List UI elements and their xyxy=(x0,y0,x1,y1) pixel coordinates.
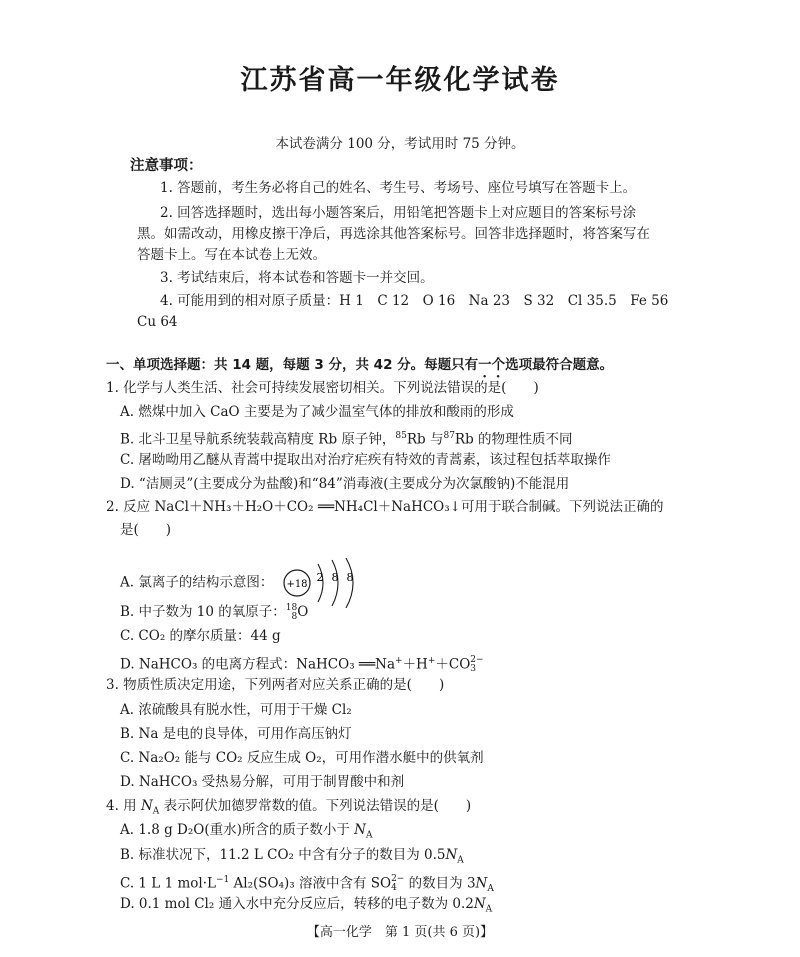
q4-b-na-sub: A xyxy=(457,855,464,866)
q4-b-text: B. 标准状况下，11.2 L CO₂ 中含有分子的数目为 0.5 xyxy=(120,847,446,863)
q4-c-text3: 的数目为 3 xyxy=(404,875,476,892)
q4-b-na: N xyxy=(445,847,458,863)
chloride-ion-structure-diagram xyxy=(280,558,370,608)
q1-b-text1: B. 北斗卫星导航系统装载高精度 Rb 原子钟， xyxy=(120,431,396,448)
q1-b-text2: Rb 与 xyxy=(406,431,444,448)
q2-stem: 2. 反应 NaCl＋NH₃＋H₂O＋CO₂ ══NH₄Cl＋NaHCO₃↓可用于联合制碱。下列说法正确的 xyxy=(106,499,664,515)
q2-option-b xyxy=(120,602,308,622)
q1-option-a: A. 燃煤中加入 CaO 主要是为了减少温室气体的排放和酸雨的形成 xyxy=(120,404,514,420)
q4-option-b xyxy=(120,845,464,871)
q2-d-text3: ＋CO xyxy=(435,656,471,673)
q3-option-a: A. 浓硫酸具有脱水性，可用于干燥 Cl₂ xyxy=(120,702,352,718)
q2-b-mass-number: 18 xyxy=(285,602,298,613)
q2-d-charge: 2− xyxy=(470,655,484,665)
q1-option-c: C. 屠呦呦用乙醚从青蒿中提取出对治疗疟疾有特效的青蒿素，该过程包括萃取操作 xyxy=(120,452,611,468)
q4-a-text: A. 1.8 g D₂O(重水)所含的质子数小于 xyxy=(120,822,355,838)
q4-option-d xyxy=(120,894,492,920)
q1-b-sup2: 87 xyxy=(443,431,455,441)
notice-item-3: 3. 考试结束后，将本试卷和答题卡一并交回。 xyxy=(160,270,434,286)
q4-d-na-sub: A xyxy=(485,904,493,915)
q2-option-a xyxy=(120,558,370,608)
q1-b-sup1: 85 xyxy=(395,431,407,441)
q2-d-plus-1: + xyxy=(395,656,403,666)
q1-option-b xyxy=(120,426,573,450)
atom-shell-2: 8 xyxy=(331,571,339,584)
atom-nucleus-label: +18 xyxy=(286,579,308,590)
q4-stem-text1: 4. 用 xyxy=(106,798,141,814)
notice-item-2: 2. 回答选择题时，选出每小题答案后，用铅笔把答题卡上对应题目的答案标号涂 xyxy=(160,205,637,221)
q3-option-d: D. NaHCO₃ 受热易分解，可用于制胃酸中和剂 xyxy=(120,774,405,790)
q2-b-element: O xyxy=(297,604,309,620)
q1-stem: 1. 化学与人类生活、社会可持续发展密切相关。下列说法错误的是( ) xyxy=(106,380,539,396)
q4-na-symbol: N xyxy=(140,798,153,814)
q2-option-d xyxy=(120,651,484,675)
q1-b-text3: Rb 的物理性质不同 xyxy=(454,431,573,448)
section-heading-b: 选项最符合题意。 xyxy=(505,357,614,373)
notice-item-2-cont2: 答题卡上。写在本试卷上无效。 xyxy=(137,247,326,263)
q4-c-na: N xyxy=(475,875,488,892)
q4-stem xyxy=(106,796,471,822)
q2-d-carbonate-index xyxy=(470,656,483,674)
q4-c-sup: −1 xyxy=(215,875,230,885)
q2-option-c: C. CO₂ 的摩尔质量：44 g xyxy=(120,628,281,644)
notice-item-1: 1. 答题前，考生务必将自己的姓名、考生号、考场号、座位号填写在答题卡上。 xyxy=(160,180,637,196)
exam-meta: 本试卷满分 100 分，考试用时 75 分钟。 xyxy=(275,136,525,152)
q4-c-charge: 2− xyxy=(391,874,405,884)
notice-heading: 注意事项： xyxy=(130,158,203,174)
q2-d-text2: ＋H xyxy=(402,656,428,673)
q2-b-isotope xyxy=(286,604,297,622)
section-heading-emphasis: 一个 xyxy=(478,357,506,373)
q4-na-sub: A xyxy=(152,806,160,817)
q2-stem-cont: 是( ) xyxy=(120,522,172,538)
notice-item-2-cont: 黑。如需改动，用橡皮擦干净后，再选涂其他答案标号。回答非选择题时，将答案写在 xyxy=(137,226,650,242)
q2-a-text: A. 氯离子的结构示意图： xyxy=(120,574,274,591)
section-heading-a: 一、单项选择题：共 14 题，每题 3 分，共 42 分。每题只有 xyxy=(106,357,479,373)
q4-a-na-sub: A xyxy=(365,830,373,841)
q3-stem: 3. 物质性质决定用途，下列两者对应关系正确的是( ) xyxy=(106,677,445,693)
q3-option-c: C. Na₂O₂ 能与 CO₂ 反应生成 O₂，可用作潜水艇中的供氧剂 xyxy=(120,750,484,766)
q2-b-text: B. 中子数为 10 的氧原子： xyxy=(120,604,286,620)
q1-option-d: D. “洁厕灵”(主要成分为盐酸)和“84”消毒液(主要成分为次氯酸钠)不能混用 xyxy=(120,476,570,492)
exam-title: 江苏省高一年级化学试卷 xyxy=(240,65,560,96)
q2-d-subscript: 3 xyxy=(470,664,477,674)
q2-d-plus-2: + xyxy=(427,656,436,666)
q4-d-text: D. 0.1 mol Cl₂ 通入水中充分反应后，转移的电子数为 0.2 xyxy=(120,896,474,912)
q4-option-a xyxy=(120,820,372,846)
notice-item-4: 4. 可能用到的相对原子质量：H 1 C 12 O 16 Na 23 S 32 Cl 35.5 Fe 56 xyxy=(160,293,669,309)
q4-c-text1: C. 1 L 1 mol·L xyxy=(120,875,216,892)
q3-option-b: B. Na 是电的良导体，可用作高压钠灯 xyxy=(120,726,352,742)
q4-c-sulfate-index xyxy=(391,875,404,893)
q4-c-na-sub: A xyxy=(487,884,494,895)
atom-shell-3: 8 xyxy=(346,571,354,584)
notice-item-4-cont: Cu 64 xyxy=(137,314,178,330)
q4-d-na: N xyxy=(473,896,486,912)
q4-a-na: N xyxy=(354,822,366,838)
q2-d-text1: D. NaHCO₃ 的电离方程式：NaHCO₃ ══Na xyxy=(120,656,396,673)
q2-b-atomic-number: 8 xyxy=(291,611,298,622)
q4-stem-text2: 表示阿伏加德罗常数的值。下列说法错误的是( ) xyxy=(159,798,472,814)
atom-shell-1: 2 xyxy=(316,571,324,584)
q4-c-subscript: 4 xyxy=(391,883,397,893)
q4-c-text2: Al₂(SO₄)₃ 溶液中含有 SO xyxy=(229,875,392,892)
page-footer: 【高一化学 第 1 页(共 6 页)】 xyxy=(306,925,494,940)
